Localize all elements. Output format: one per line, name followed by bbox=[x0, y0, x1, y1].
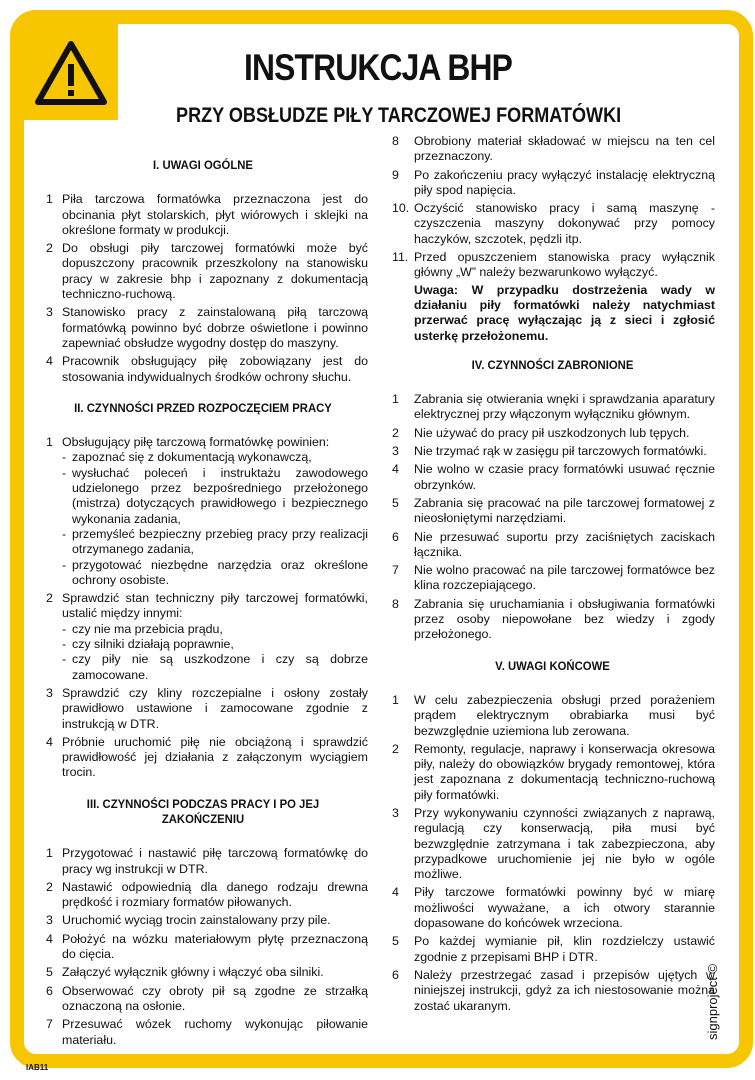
item-number: 1 bbox=[46, 192, 53, 207]
list-item bbox=[390, 597, 715, 643]
item-number: 4 bbox=[46, 734, 53, 749]
warning-triangle-icon bbox=[24, 24, 118, 120]
list-item bbox=[390, 885, 715, 931]
item-text: Remonty, regulacje, naprawy i konserwacja okresowa piły, należy do obowiązków brygady remontowej, która jest zapoznana z dokumentacją techniczno-ruchową piły formatówki. bbox=[414, 741, 715, 802]
list-item bbox=[38, 354, 368, 385]
list-item bbox=[38, 846, 368, 877]
item-text: Nie używać do pracy pił uszkodzonych lub tępych. bbox=[414, 425, 690, 440]
list-item bbox=[38, 435, 368, 588]
item-text: Zabrania się otwierania wnęki i sprawdzania aparatury elektrycznej przy włączonym wyłączniku głównym. bbox=[414, 392, 715, 422]
sub-list bbox=[62, 450, 368, 588]
section-title-general: I. UWAGI OGÓLNE bbox=[153, 158, 253, 172]
item-text: Obserwować czy obroty pił są zgodne ze strzałką oznaczoną na osłonie. bbox=[62, 983, 368, 1013]
item-number: 6 bbox=[392, 529, 399, 544]
list-item bbox=[38, 1017, 368, 1048]
list-item bbox=[390, 201, 715, 247]
list-item bbox=[38, 880, 368, 911]
item-number: 2 bbox=[46, 591, 53, 606]
item-number: 5 bbox=[392, 934, 399, 949]
item-text: Obrobiony materiał składować w miejscu na ten cel przeznaczony. bbox=[414, 134, 715, 164]
section-during-work-list-part1 bbox=[38, 846, 368, 1048]
item-text: Nie trzymać rąk w zasięgu pił tarczowych formatówki. bbox=[414, 444, 707, 459]
left-column bbox=[38, 158, 368, 1064]
item-number: 4 bbox=[46, 931, 53, 946]
list-item bbox=[390, 168, 715, 199]
section-forbidden-list bbox=[390, 392, 715, 642]
list-item bbox=[38, 591, 368, 683]
item-text: Przy wykonywaniu czynności związanych z naprawą, regulacją czy konserwacją, piła musi być bezwzględnie zatrzymana i tak zabezpieczona, aby przypadkowe uruchomienie jej nie było w ogóle możliwe. bbox=[414, 805, 715, 882]
section-before-work-list bbox=[38, 435, 368, 781]
list-item bbox=[390, 426, 715, 441]
item-text: Przed opuszczeniem stanowiska pracy wyłącznik główny „W” należy bezwarunkowo wyłączyć. bbox=[414, 250, 715, 280]
item-text: Do obsługi piły tarczowej formatówki może być dopuszczony pracownik przeszkolony na stanowisku pracy w zakresie bhp i zapoznany z dokumentacją techniczno-ruchową. bbox=[62, 241, 368, 302]
item-number: 2 bbox=[46, 879, 53, 894]
page-subtitle: PRZY OBSŁUDZE PIŁY TARCZOWEJ FORMATÓWKI bbox=[176, 104, 622, 127]
sub-list-item: - czy nie ma przebicia prądu, bbox=[62, 621, 223, 636]
item-number: 2 bbox=[46, 241, 53, 256]
warning-sign-badge bbox=[24, 24, 118, 120]
item-number: 5 bbox=[392, 495, 399, 510]
sub-item-text: czy nie ma przebicia prądu, bbox=[72, 621, 223, 636]
item-text: Obsługujący piłę tarczową formatówkę powinien: bbox=[62, 435, 330, 450]
section-title-before-work: II. CZYNNOŚCI PRZED ROZPOCZĘCIEM PRACY bbox=[74, 400, 332, 415]
list-item bbox=[38, 241, 368, 302]
list-item bbox=[38, 965, 368, 980]
item-text: Sprawdzić stan techniczny piły tarczowej formatówki, ustalić między innymi: bbox=[62, 591, 368, 621]
page-title: INSTRUKCJA BHP bbox=[244, 47, 512, 88]
section-title-during-work: III. CZYNNOŚCI PODCZAS PRACY I PO JEJ ZAKOŃCZENIU bbox=[86, 796, 320, 826]
item-number: 3 bbox=[46, 913, 53, 928]
item-number: 2 bbox=[392, 425, 399, 440]
list-item bbox=[38, 932, 368, 963]
item-number: 7 bbox=[46, 1017, 53, 1032]
sub-list-item: - przemyśleć bezpieczny przebieg pracy przy realizacji otrzymanego zadania, bbox=[62, 526, 368, 557]
list-item bbox=[38, 984, 368, 1015]
item-text: Nie przesuwać suportu przy zaciśniętych zaciskach łącznika. bbox=[414, 529, 715, 559]
item-number: 8 bbox=[392, 134, 399, 148]
item-number: 10. bbox=[392, 201, 410, 216]
list-item bbox=[390, 462, 715, 493]
list-item bbox=[38, 305, 368, 351]
sub-list-item: - wysłuchać poleceń i instruktażu zawodowego udzielonego przez bezpośredniego przełożonego (mistrza) dotyczących prawidłowego i bezpiecznego wykonania zadania, bbox=[62, 465, 368, 526]
sub-list bbox=[62, 622, 368, 683]
item-text: Nastawić odpowiednią dla danego rodzaju drewna prędkość i rozmiary formatów piłowanych. bbox=[62, 879, 368, 910]
list-item bbox=[38, 735, 368, 781]
sub-list-item: - czy silniki działają poprawnie, bbox=[62, 637, 234, 652]
item-text: Stanowisko pracy z zainstalowaną piłą tarczową formatówką powinno być dobrze oświetlone i powinno zapewniać obsłudze wygodny dostęp do maszyny. bbox=[62, 305, 368, 350]
list-item bbox=[390, 134, 715, 165]
list-item bbox=[390, 496, 715, 527]
item-text: Zabrania się uruchamiania i obsługiwania formatówki przez osoby niepowołane bez wiedzy i zgody przełożonego. bbox=[414, 596, 715, 642]
item-number: 4 bbox=[392, 462, 399, 477]
item-number: 7 bbox=[392, 563, 399, 578]
item-text: Po zakończeniu pracy wyłączyć instalację elektryczną piły spod napięcia. bbox=[414, 167, 715, 197]
list-item bbox=[390, 742, 715, 803]
list-item bbox=[38, 686, 368, 732]
item-number: 1 bbox=[46, 846, 53, 861]
list-item bbox=[390, 693, 715, 739]
item-text: Sprawdzić czy kliny rozczepialne i osłony zostały prawidłowo ustawione i zamocowane zgodnie z instrukcją w DTR. bbox=[62, 685, 368, 731]
sub-list-item: - czy piły nie są uszkodzone i czy są dobrze zamocowane. bbox=[62, 652, 368, 682]
sub-item-text: przemyśleć bezpieczny przebieg pracy przy realizacji otrzymanego zadania, bbox=[72, 526, 368, 557]
brand-credit: signproject © bbox=[705, 963, 720, 1040]
item-number: 6 bbox=[46, 983, 53, 998]
item-number: 4 bbox=[392, 885, 399, 900]
item-text: Nie wolno w czasie pracy formatówki usuwać ręcznie obrzynków. bbox=[414, 462, 715, 492]
item-text: Pracownik obsługujący piłę zobowiązany jest do stosowania indywidualnych środków ochrony słuchu. bbox=[62, 354, 368, 384]
sub-item-text: zapoznać się z dokumentacją wykonawczą, bbox=[72, 450, 312, 465]
sub-item-text: czy piły nie są uszkodzone i czy są dobrze zamocowane. bbox=[72, 652, 368, 682]
section-during-work-list-part2 bbox=[390, 134, 715, 281]
item-text: Przygotować i nastawić piłę tarczową formatówkę do pracy wg instrukcji w DTR. bbox=[62, 846, 368, 876]
item-text: Uruchomić wyciąg trocin zainstalowany przy pile. bbox=[62, 913, 331, 928]
item-number: 3 bbox=[46, 305, 53, 320]
item-number: 1 bbox=[392, 392, 399, 407]
right-column bbox=[390, 134, 715, 1030]
item-number: 8 bbox=[392, 596, 399, 611]
item-text: Piły tarczowe formatówki powinny być w miarę możliwości wyważane, a ich otwory starannie dopasowane do końcówek wrzeciona. bbox=[414, 885, 715, 931]
section-final-list bbox=[390, 693, 715, 1014]
warning-note: Uwaga: W przypadku dostrzeżenia wady w działaniu piły formatówki należy natychmiast przerwać pracę wyłączając ją z sieci i zgłosić usterkę przełożonemu. bbox=[414, 282, 715, 343]
item-number: 11. bbox=[392, 250, 409, 265]
item-text: Należy przestrzegać zasad i przepisów ujętych w niniejszej instrukcji, gdyż za ich niestosowanie można zostać ukaranym. bbox=[414, 967, 715, 1013]
list-item bbox=[390, 392, 715, 423]
list-item bbox=[390, 250, 715, 281]
sub-item-text: czy silniki działają poprawnie, bbox=[72, 637, 234, 652]
item-text: Nie wolno pracować na pile tarczowej formatówce bez klina rozczepiającego. bbox=[414, 563, 715, 593]
item-number: 6 bbox=[392, 967, 399, 982]
item-text: Oczyścić stanowisko pracy i samą maszynę - czyszczenia maszyny dokonywać przy pomocy haczyków, szczotek, pędzli itp. bbox=[414, 201, 715, 246]
item-text: Piła tarczowa formatówka przeznaczona jest do obcinania płyt stolarskich, płyt wiórowych i sklejki na określone formaty w produkcji. bbox=[62, 192, 368, 237]
item-number: 1 bbox=[46, 435, 53, 450]
list-item bbox=[390, 968, 715, 1014]
item-number: 2 bbox=[392, 741, 399, 756]
item-text: Próbnie uruchomić piłę nie obciążoną i sprawdzić prawidłowość jej działania z załączonym wyciągiem trocin. bbox=[62, 734, 368, 780]
sub-list-item: - zapoznać się z dokumentacją wykonawczą, bbox=[62, 450, 312, 465]
item-text: Po każdej wymianie pił, klin rozdzielczy ustawić zgodnie z przepisami BHP i DTR. bbox=[414, 934, 715, 964]
item-number: 5 bbox=[46, 965, 53, 980]
list-item bbox=[38, 192, 368, 238]
item-text: Zabrania się pracować na pile tarczowej formatowej z nieosłoniętymi narzędziami. bbox=[414, 495, 715, 526]
section-title-forbidden: IV. CZYNNOŚCI ZABRONIONE bbox=[471, 357, 634, 372]
list-item bbox=[390, 444, 715, 459]
sub-item-text: przygotować niezbędne narzędzia oraz określone ochrony osobiste. bbox=[72, 557, 368, 587]
item-number: 3 bbox=[46, 685, 53, 700]
document-code: IAB11 bbox=[26, 1063, 49, 1072]
item-text: Przesuwać wózek ruchomy wykonując piłowanie materiału. bbox=[62, 1017, 368, 1047]
list-item bbox=[390, 530, 715, 561]
list-item bbox=[38, 913, 368, 928]
item-number: 3 bbox=[392, 805, 399, 820]
item-text: Załączyć wyłącznik główny i włączyć oba silniki. bbox=[62, 965, 324, 980]
sub-list-item: - przygotować niezbędne narzędzia oraz określone ochrony osobiste. bbox=[62, 557, 368, 587]
list-item bbox=[390, 934, 715, 965]
sub-item-text: wysłuchać poleceń i instruktażu zawodowego udzielonego przez bezpośredniego przełożonego (mistrza) dotyczących prawidłowego i bezpiecznego wykonania zadania, bbox=[72, 465, 368, 526]
item-number: 9 bbox=[392, 167, 399, 182]
item-text: Położyć na wózku materiałowym płytę przeznaczoną do cięcia. bbox=[62, 931, 368, 962]
item-number: 1 bbox=[392, 692, 399, 707]
item-text: W celu zabezpieczenia obsługi przed porażeniem prądem elektrycznym obrabiarka musi być bezwzględnie uziemiona lub zerowana. bbox=[414, 692, 715, 738]
item-number: 4 bbox=[46, 354, 53, 369]
item-number: 3 bbox=[392, 444, 399, 459]
list-item bbox=[390, 806, 715, 882]
section-title-final: V. UWAGI KOŃCOWE bbox=[495, 658, 610, 673]
section-general-list bbox=[38, 192, 368, 385]
list-item bbox=[390, 563, 715, 594]
